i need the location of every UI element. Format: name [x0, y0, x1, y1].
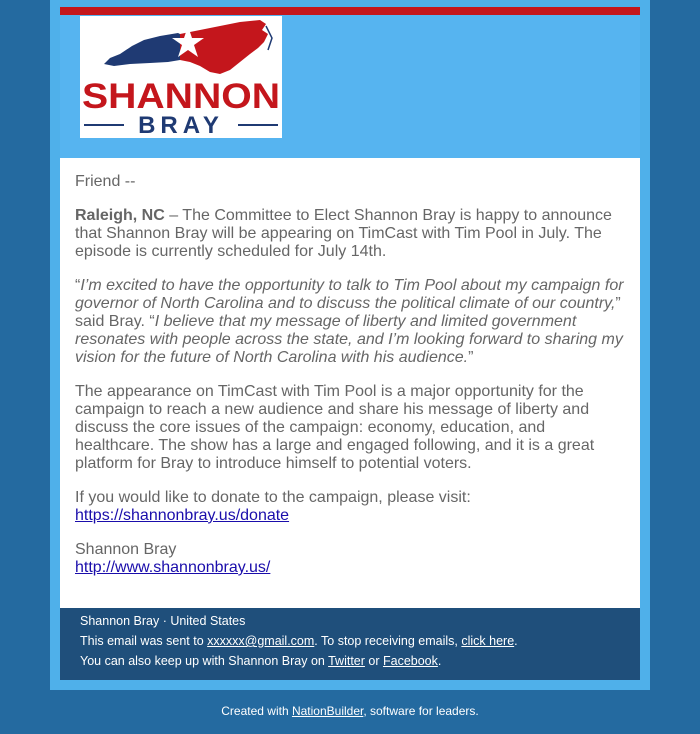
website-link[interactable]: http://www.shannonbray.us/: [75, 559, 271, 576]
donate-link[interactable]: https://shannonbray.us/donate: [75, 507, 290, 524]
nationbuilder-link[interactable]: NationBuilder: [291, 704, 364, 718]
greeting: Friend --: [75, 173, 136, 190]
paragraph-quote: “I’m excited to have the opportunity to talk to Tim Pool about my campaign for governor of North Carolina and to discuss the political climate of our country,” said Bray. “I believe that my message of liberty and limited government resonates with people across the state, and I’m looking forward to sharing my vision for the future of North Carolina with his audience.”: [75, 277, 624, 366]
footer-org-line: Shannon Bray · United States: [80, 614, 246, 628]
signature: Shannon Bray http://www.shannonbray.us/: [75, 541, 271, 576]
footer-social-line: You can also keep up with Shannon Bray on Twitter or Facebook.: [80, 654, 442, 668]
facebook-link[interactable]: Facebook: [382, 654, 438, 668]
location-dateline: Raleigh, NC: [75, 207, 165, 224]
unsubscribe-link[interactable]: click here: [461, 634, 515, 648]
logo-text-bray: BRAY: [138, 112, 224, 138]
quote-part-2: I believe that my message of liberty and limited government resonates with people across the state, and I’m looking forward to sharing my vision for the future of North Carolina with his audience.: [75, 313, 623, 366]
shannon-bray-logo[interactable]: [80, 16, 282, 138]
paragraph-donate: If you would like to donate to the campaign, please visit: https://shannonbray.us/donate: [75, 489, 471, 524]
twitter-link[interactable]: Twitter: [328, 654, 365, 668]
email-footer: [60, 608, 640, 680]
email-body: [60, 158, 640, 608]
footer-unsubscribe-line: This email was sent to xxxxxx@gmail.com. To stop receiving emails, click here.: [80, 634, 518, 648]
nc-map-blue-icon: [104, 33, 180, 66]
logo-text-shannon: SHANNON: [82, 77, 280, 116]
paragraph-announcement: Raleigh, NC – The Committee to Elect Shannon Bray is happy to announce that Shannon Bray will be appearing on TimCast with Tim Pool in July. The episode is currently scheduled for July 14th.: [75, 207, 612, 260]
header-accent-bar: [60, 7, 640, 15]
recipient-email-link[interactable]: xxxxxx@gmail.com: [207, 634, 315, 648]
paragraph-opportunity: The appearance on TimCast with Tim Pool is a major opportunity for the campaign to reach a new audience and share his message of liberty and discuss the core issues of the campaign: economy, education, and healthcare. The show has a large and engaged following, and it is a great platform for Bray to introduce himself to potential voters.: [75, 383, 595, 472]
logo-graphic: [80, 16, 282, 138]
nationbuilder-credit: Created with NationBuilder, software for leaders.: [221, 704, 479, 718]
quote-part-1: I’m excited to have the opportunity to talk to Tim Pool about my campaign for governor of North Carolina and to discuss the political climate of our country,: [75, 277, 624, 312]
